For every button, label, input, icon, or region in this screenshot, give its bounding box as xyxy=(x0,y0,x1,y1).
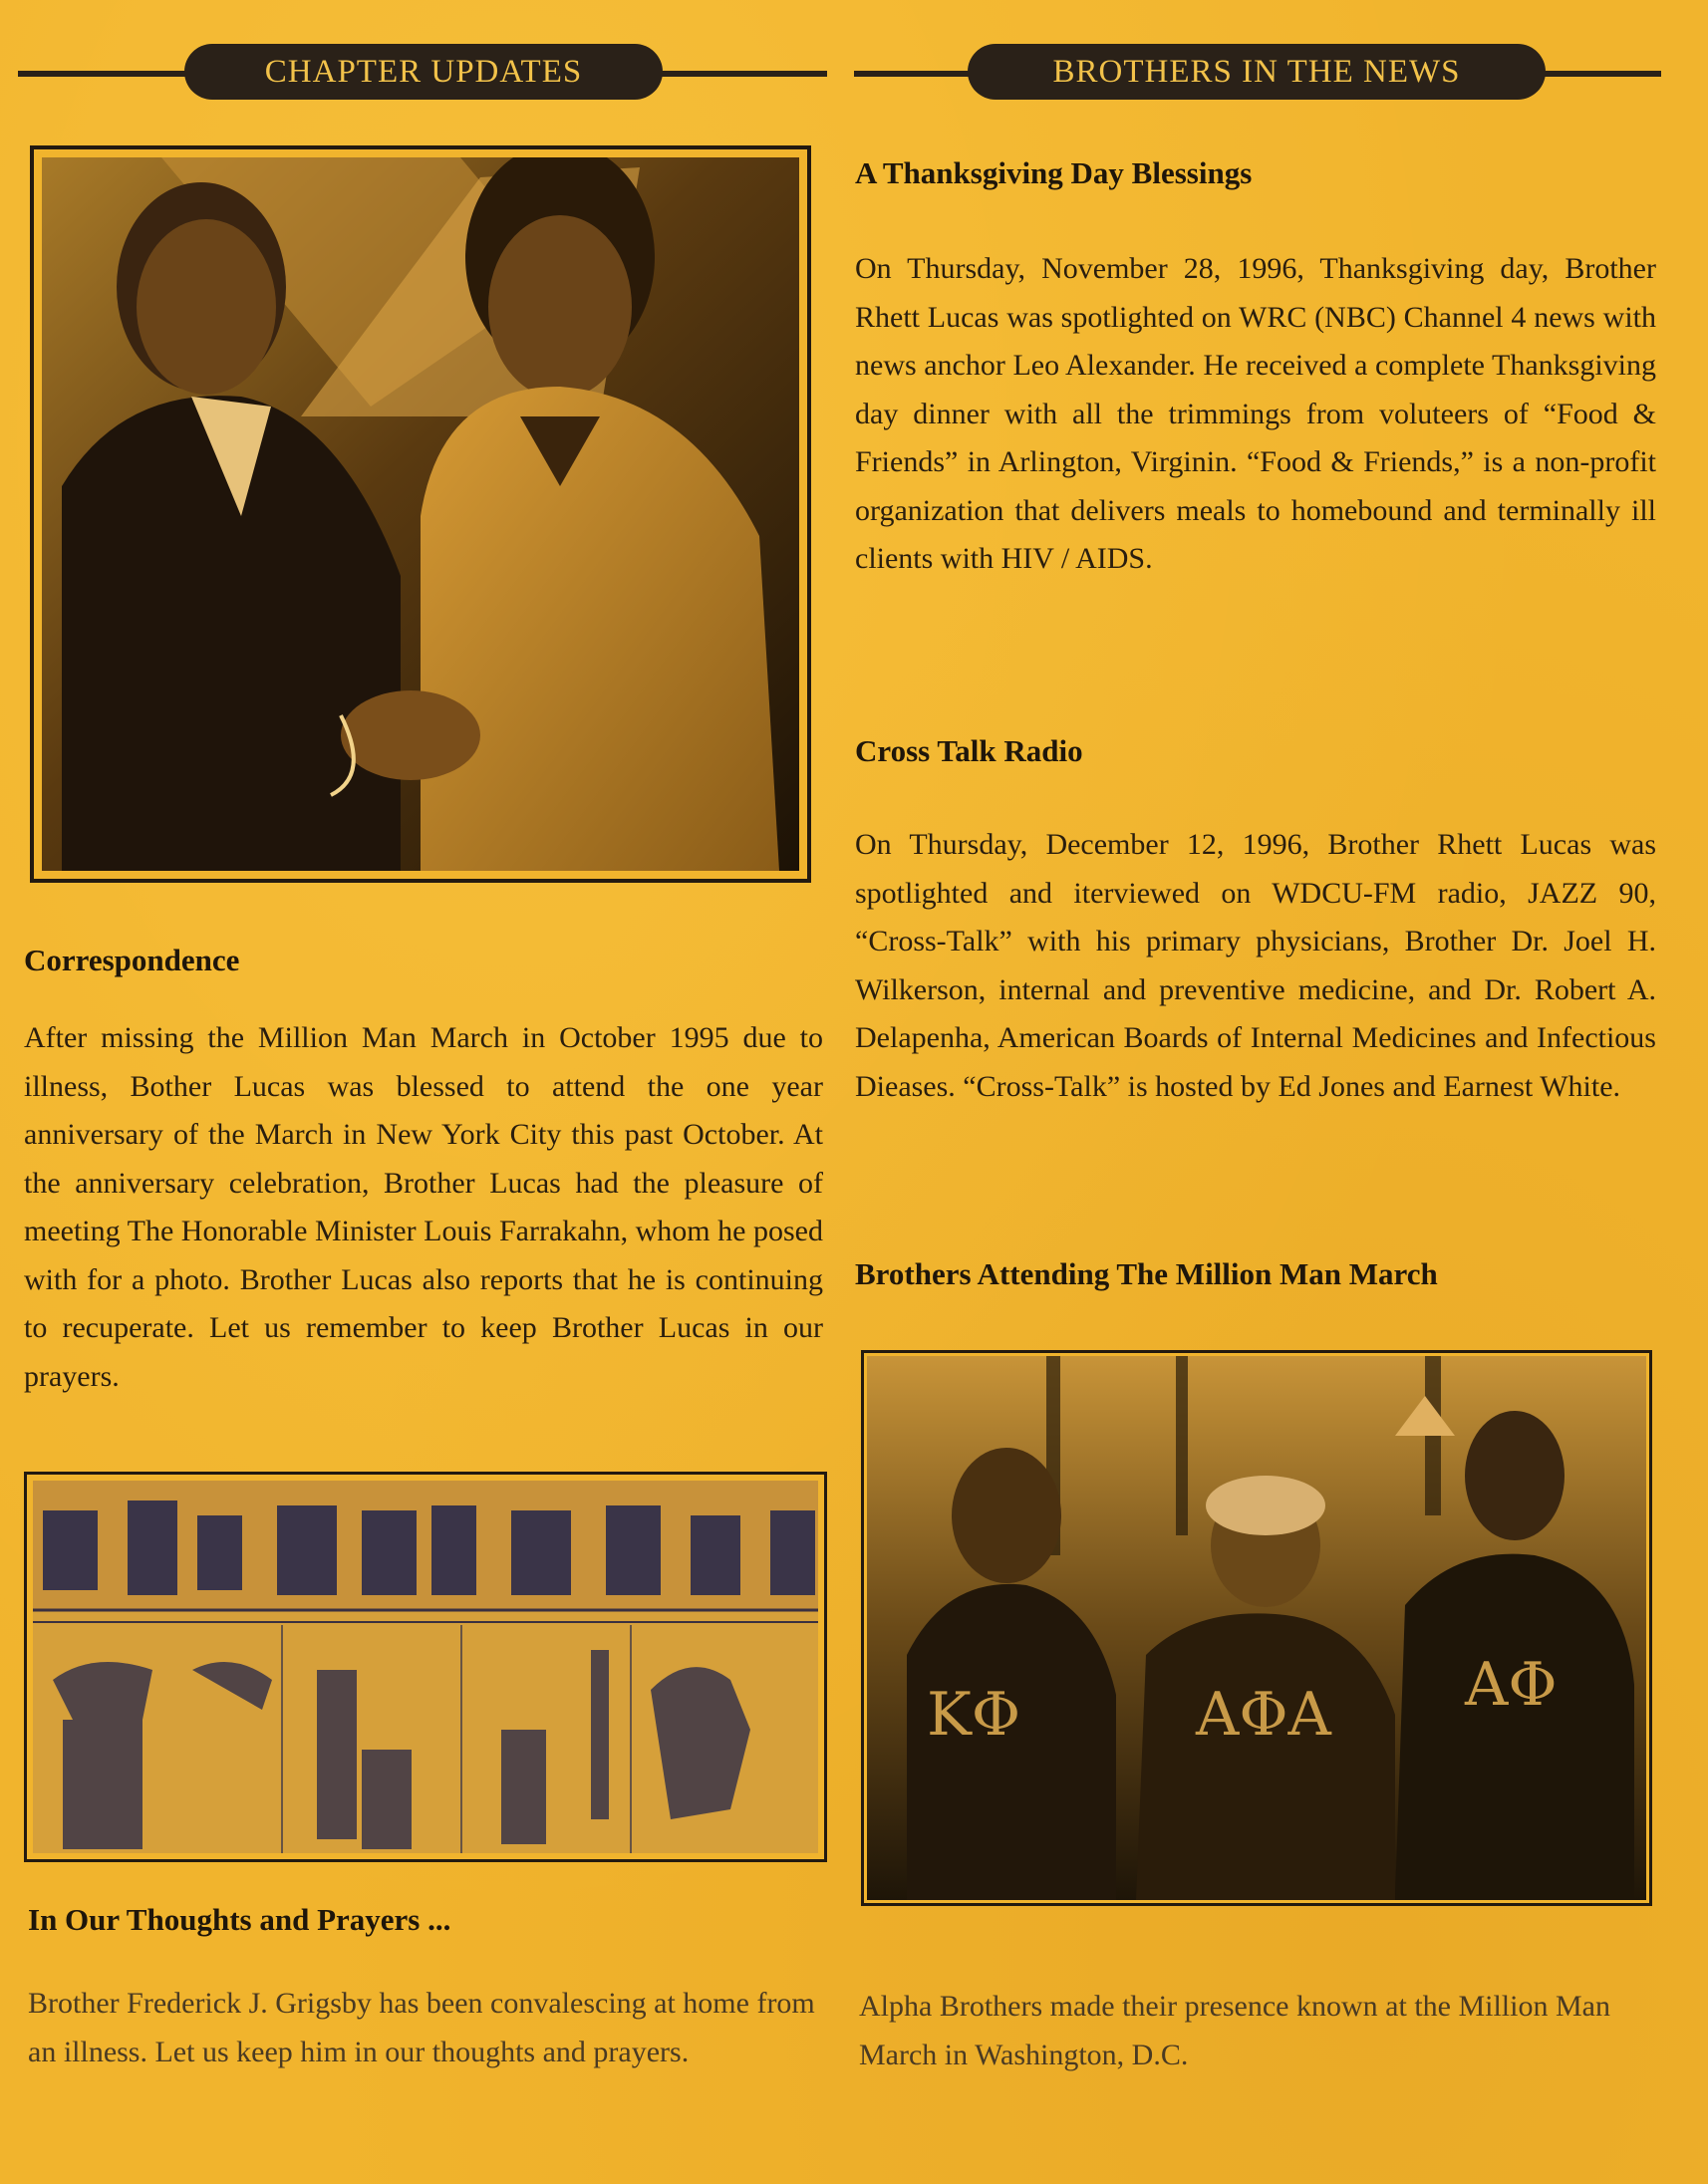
farrakhan-photo xyxy=(30,145,811,883)
photo-image xyxy=(42,157,799,871)
cross-talk-heading: Cross Talk Radio xyxy=(855,733,1083,768)
march-photo-illustration xyxy=(867,1356,1646,1900)
svg-text:ΑΦ: ΑΦ xyxy=(1465,1650,1558,1720)
photo-image xyxy=(867,1356,1646,1900)
hieroglyph-illustration xyxy=(33,1481,818,1853)
million-man-march-heading: Brothers Attending The Million Man March xyxy=(855,1256,1438,1291)
prayers-body: Brother Frederick J. Grigsby has been convalescing at home from an illness. Let us keep him in our thoughts and prayers. xyxy=(28,1987,815,2068)
thanksgiving-heading: A Thanksgiving Day Blessings xyxy=(855,155,1253,190)
egyptian-artwork-image xyxy=(24,1472,827,1862)
thanksgiving-body: On Thursday, November 28, 1996, Thanksgiving day, Brother Rhett Lucas was spotlighted on WRC (NBC) Channel 4 news with news anchor Leo Alexander. He received a complete Thanksgiving day dinner with all the trimmings from voluteers of “Food & Friends” in Arlington, Virginin. “Food & Friends,” is a non-profit organization that delivers meals to homebound and terminally ill clients with HIV / AIDS. xyxy=(855,252,1656,575)
photo-image xyxy=(33,1481,818,1853)
million-man-march-photo xyxy=(861,1350,1652,1906)
cross-talk-body: On Thursday, December 12, 1996, Brother Rhett Lucas was spotlighted and iterviewed on WDCU-FM radio, JAZZ 90, “Cross-Talk” with his primary physicians, Brother Dr. Joel H. Wilkerson, internal and preventive medicine, and Dr. Robert A. Delapenha, American Boards of Internal Medicines and Infectious Dieases. “Cross-Talk” is hosted by Ed Jones and Earnest White. xyxy=(855,828,1656,1103)
chapter-updates-header xyxy=(18,44,827,104)
svg-text:ΑΦΑ: ΑΦΑ xyxy=(1196,1680,1331,1750)
correspondence-heading: Correspondence xyxy=(24,943,240,977)
march-photo-caption: Alpha Brothers made their presence known at the Million Man March in Washington, D.C. xyxy=(859,1990,1610,2071)
chapter-updates-title: CHAPTER UPDATES xyxy=(184,44,663,100)
brothers-in-news-title: BROTHERS IN THE NEWS xyxy=(968,44,1546,100)
correspondence-body: After missing the Million Man March in October 1995 due to illness, Bother Lucas was blessed to attend the one year anniversary of the March in New York City this past October. At the anniversary celebration, Brother Lucas had the pleasure of meeting The Honorable Minister Louis Farrakahn, whom he posed with for a photo. Brother Lucas also reports that he is continuing to recuperate. Let us remember to keep Brother Lucas in our prayers. xyxy=(24,1021,823,1393)
handshake-photo-illustration xyxy=(42,157,799,871)
prayers-heading: In Our Thoughts and Prayers ... xyxy=(28,1902,451,1937)
brothers-in-news-header xyxy=(854,44,1661,104)
svg-text:ΚΦ: ΚΦ xyxy=(927,1680,1021,1750)
